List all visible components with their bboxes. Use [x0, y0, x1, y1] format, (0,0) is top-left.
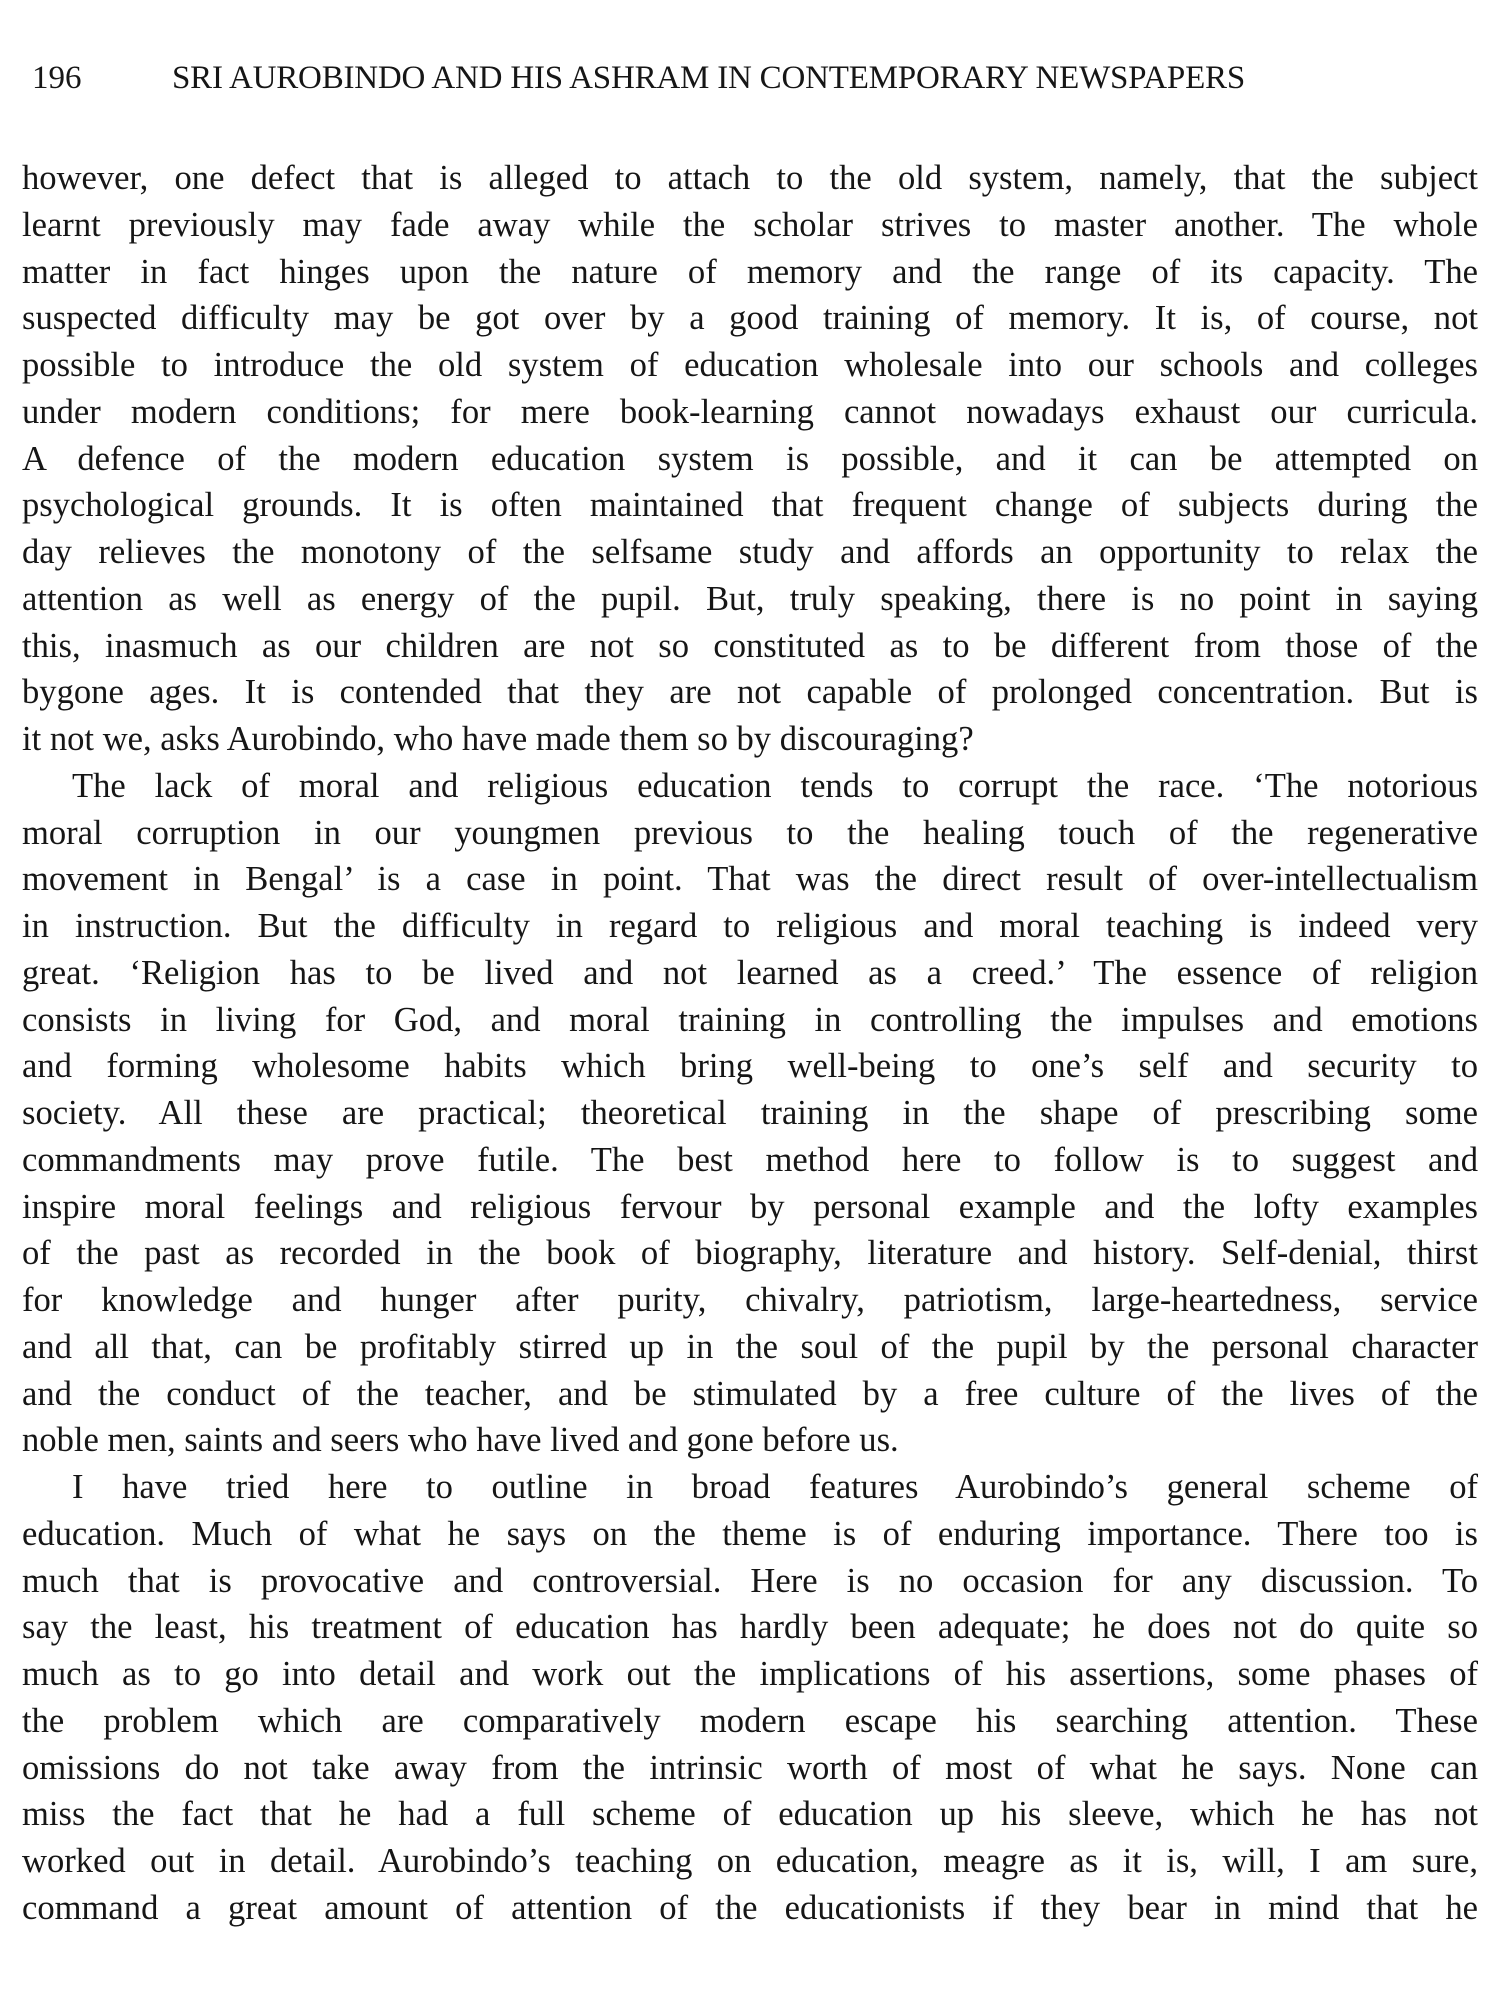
text-line: A defence of the modern education system is possible, and it can be attempted on — [22, 439, 1478, 478]
page-number: 196 — [32, 60, 82, 96]
text-line: however, one defect that is alleged to attach to the old system, namely, that the subject — [22, 159, 1478, 197]
text-line: bygone ages. It is contended that they are not capable of prolonged concentration. But is — [22, 673, 1478, 712]
text-line: commandments may prove futile. The best method here to follow is to suggest and — [22, 1140, 1478, 1179]
text-line: matter in fact hinges upon the nature of memory and the range of its capacity. The — [22, 252, 1478, 291]
text-line: inspire moral feelings and religious fervour by personal example and the lofty examples — [22, 1187, 1478, 1226]
text-line: and all that, can be profitably stirred up in the soul of the pupil by the personal character — [22, 1327, 1478, 1366]
text-line: much as to go into detail and work out the implications of his assertions, some phases of — [22, 1655, 1478, 1693]
text-line: day relieves the monotony of the selfsame study and affords an opportunity to relax the — [22, 533, 1478, 571]
text-line: and forming wholesome habits which bring well-being to one’s self and security to — [22, 1047, 1478, 1086]
text-line: psychological grounds. It is often maintained that frequent change of subjects during the — [22, 486, 1478, 525]
text-line: of the past as recorded in the book of biography, literature and history. Self-denial, thirst — [22, 1234, 1478, 1273]
paragraph-first-line: The lack of moral and religious education tends to corrupt the race. ‘The notorious — [72, 766, 1478, 805]
text-line: under modern conditions; for mere book-learning cannot nowadays exhaust our curricula. — [22, 392, 1478, 431]
text-line: moral corruption in our youngmen previous to the healing touch of the regenerative — [22, 813, 1478, 852]
text-line: possible to introduce the old system of education wholesale into our schools and colleges — [22, 346, 1478, 384]
text-line: society. All these are practical; theoretical training in the shape of prescribing some — [22, 1094, 1478, 1132]
text-line: say the least, his treatment of education has hardly been adequate; he does not do quite so — [22, 1608, 1478, 1647]
text-line: this, inasmuch as our children are not so constituted as to be different from those of the — [22, 626, 1478, 665]
text-line: in instruction. But the difficulty in regard to religious and moral teaching is indeed very — [22, 907, 1478, 945]
body-text — [22, 155, 1478, 1932]
paragraph-first-line: I have tried here to outline in broad features Aurobindo’s general scheme of — [72, 1468, 1478, 1506]
text-line: for knowledge and hunger after purity, chivalry, patriotism, large-heartedness, service — [22, 1281, 1478, 1319]
paragraph-end-line: noble men, saints and seers who have lived and gone before us. — [22, 1421, 899, 1460]
text-line: the problem which are comparatively modern escape his searching attention. These — [22, 1701, 1478, 1740]
text-line: and the conduct of the teacher, and be stimulated by a free culture of the lives of the — [22, 1374, 1478, 1413]
text-line: movement in Bengal’ is a case in point. That was the direct result of over-intellectualism — [22, 860, 1478, 899]
text-line: suspected difficulty may be got over by a good training of memory. It is, of course, not — [22, 299, 1478, 338]
running-title: SRI AUROBINDO AND HIS ASHRAM IN CONTEMPORARY NEWSPAPERS — [172, 60, 1246, 96]
paragraph-end-line: it not we, asks Aurobindo, who have made them so by discouraging? — [22, 720, 974, 758]
text-line: much that is provocative and controversial. Here is no occasion for any discussion. To — [22, 1561, 1478, 1600]
text-line: omissions do not take away from the intrinsic worth of most of what he says. None can — [22, 1748, 1478, 1787]
text-line: learnt previously may fade away while the scholar strives to master another. The whole — [22, 205, 1478, 244]
text-line: miss the fact that he had a full scheme of education up his sleeve, which he has not — [22, 1795, 1478, 1834]
text-line: consists in living for God, and moral training in controlling the impulses and emotions — [22, 1000, 1478, 1039]
text-line: command a great amount of attention of the educationists if they bear in mind that he — [22, 1888, 1478, 1927]
text-line: attention as well as energy of the pupil. But, truly speaking, there is no point in saying — [22, 579, 1478, 618]
running-head — [32, 54, 1332, 102]
text-line: great. ‘Religion has to be lived and not learned as a creed.’ The essence of religion — [22, 953, 1478, 992]
text-line: worked out in detail. Aurobindo’s teaching on education, meagre as it is, will, I am sure, — [22, 1842, 1478, 1880]
text-line: education. Much of what he says on the theme is of enduring importance. There too is — [22, 1514, 1478, 1553]
